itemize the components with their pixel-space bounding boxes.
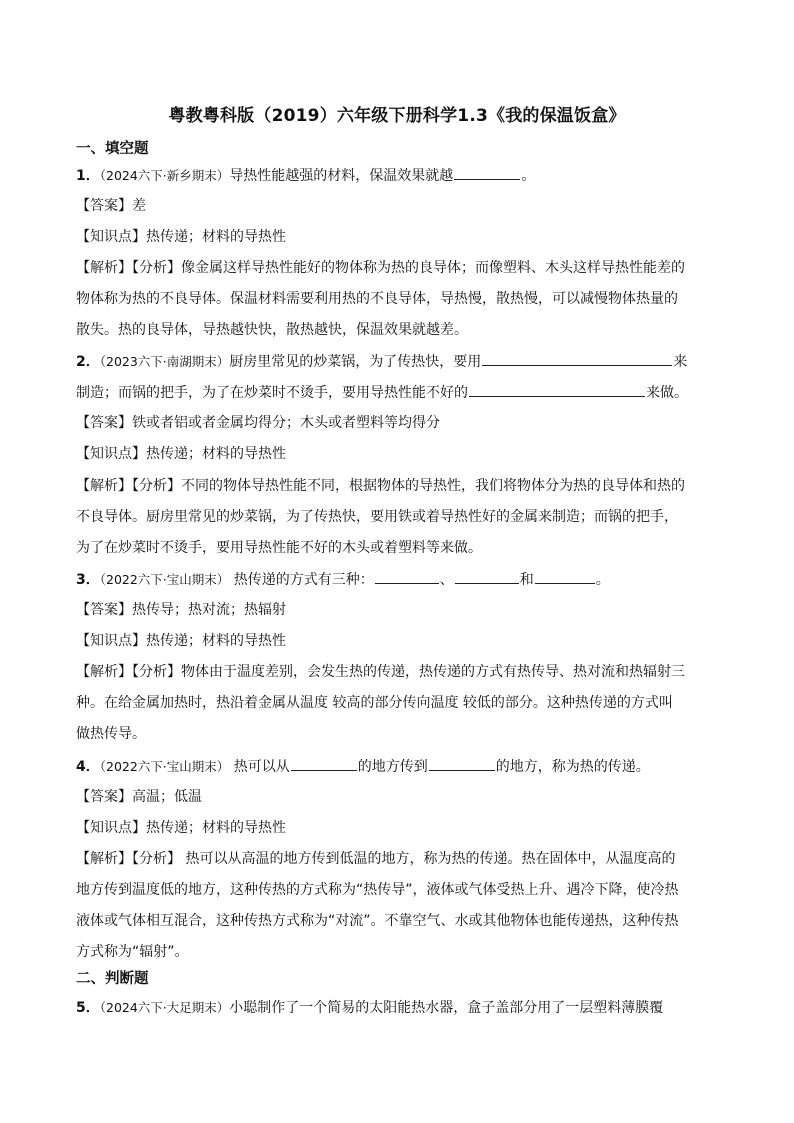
answer-blank [429, 756, 495, 771]
question-2-source: （2023六下·南湖期末） [99, 354, 230, 369]
question-5-stem [76, 998, 726, 1018]
question-2-analysis-line: 【解析】【分析】不同的物体导热性能不同，根据物体的导热性，我们将物体分为热的良导体和热的 [76, 478, 685, 494]
answer-blank [291, 756, 357, 771]
answer-blank [469, 382, 645, 397]
question-3-separator: 和 [519, 572, 534, 588]
answer-blank [375, 569, 439, 584]
question-4-answer: 【答案】高温；低温 [76, 789, 202, 805]
question-1-number: 1． [76, 168, 100, 184]
question-2-knowledge: 【知识点】热传递；材料的导热性 [76, 446, 286, 462]
question-4-analysis-line: 方式称为“辐射”。 [76, 944, 189, 960]
answer-blank [535, 569, 595, 584]
question-1-analysis-line: 【解析】【分析】像金属这样导热性能好的物体称为热的良导体；而像塑料、木头这样导热性能差的 [76, 260, 685, 276]
question-2-text-end: 来做。 [646, 385, 688, 401]
question-3-analysis-line: 种。在给金属加热时，热沿着金属从温度 较高的部分传向温度 较低的部分。这种热传递的方式叫 [76, 695, 673, 711]
question-1-knowledge: 【知识点】热传递；材料的导热性 [76, 229, 286, 245]
answer-blank [455, 569, 519, 584]
document-title: 粤教粤科版（2019）六年级下册科学1.3《我的保温饭盒》 [168, 106, 626, 126]
question-5-number: 5． [76, 1000, 100, 1016]
question-4-analysis-line: 液体或气体相互混合，这种传热方式称为“对流”。不靠空气、水或其他物体也能传递热，这种传热 [76, 913, 679, 929]
question-2-stem-line2 [76, 382, 726, 403]
question-2-text: 厨房里常见的炒菜锅，为了传热快，要用 [229, 354, 482, 370]
question-4-stem [76, 756, 726, 777]
question-3-text-end: 。 [595, 572, 610, 588]
question-1-stem [76, 165, 726, 186]
question-2-analysis-line: 不良导体。厨房里常见的炒菜锅，为了传热快，要用铁或着导热性好的金属来制造；而锅的把手， [76, 509, 678, 525]
question-2-stem [76, 351, 726, 372]
section-heading-true-false: 二、判断题 [76, 971, 149, 987]
question-3-source: （2022六下·宝山期末） [99, 572, 230, 587]
question-1-analysis-line: 散失。热的良导体，导热越快快，散热越快，保温效果就越差。 [76, 322, 468, 338]
question-3-stem [76, 569, 726, 590]
question-4-text-end: 的地方，称为热的传递。 [495, 759, 650, 775]
question-4-text: 的地方传到 [357, 759, 428, 775]
question-3-analysis-line: 做热传导。 [76, 726, 146, 742]
question-1-text: 导热性能越强的材料，保温效果就越 [229, 168, 454, 184]
question-2-number: 2． [76, 354, 100, 370]
question-4-source: （2022六下·宝山期末） [99, 759, 230, 774]
question-1-answer: 【答案】差 [76, 198, 146, 214]
question-1-text-end: 。 [521, 168, 536, 184]
question-1-source: （2024六下·新乡期末） [99, 168, 230, 183]
question-1-analysis-line: 物体称为热的不良导体。保温材料需要利用热的不良导体，导热慢，散热慢，可以减慢物体热量的 [76, 291, 678, 307]
question-3-text: 热传递的方式有三种： [229, 572, 374, 588]
question-4-knowledge: 【知识点】热传递；材料的导热性 [76, 820, 286, 836]
question-2-answer: 【答案】铁或者铝或者金属均得分；木头或者塑料等均得分 [76, 415, 440, 431]
question-4-text: 热可以从 [229, 759, 290, 775]
question-3-analysis-line: 【解析】【分析】物体由于温度差别，会发生热的传递，热传递的方式有热传导、热对流和热辐射三 [76, 664, 685, 680]
question-2-analysis-line: 为了在炒菜时不烫手，要用导热性能不好的木头或着塑料等来做。 [76, 540, 482, 556]
answer-blank [482, 351, 672, 366]
question-4-number: 4． [76, 759, 100, 775]
question-3-number: 3． [76, 572, 100, 588]
question-5-source: （2024六下·大足期末） [99, 1000, 230, 1015]
question-3-separator: 、 [439, 572, 454, 588]
question-3-answer: 【答案】热传导；热对流；热辐射 [76, 602, 286, 618]
question-4-analysis-line: 【解析】【分析】 热可以从高温的地方传到低温的地方，称为热的传递。热在固体中，从温度高的 [76, 851, 676, 867]
question-2-text: 制造；而锅的把手，为了在炒菜时不烫手，要用导热性能不好的 [76, 385, 468, 401]
question-5-text: 小聪制作了一个简易的太阳能热水器，盒子盖部分用了一层塑料薄膜覆 [229, 1000, 664, 1016]
question-3-knowledge: 【知识点】热传递；材料的导热性 [76, 633, 286, 649]
question-2-text: 来 [673, 354, 688, 370]
answer-blank [454, 165, 520, 180]
section-heading-fill-blank: 一、填空题 [76, 141, 149, 157]
question-4-analysis-line: 地方传到温度低的地方，这种传热的方式称为“热传导”，液体或气体受热上升、遇冷下降，使冷热 [76, 882, 679, 898]
